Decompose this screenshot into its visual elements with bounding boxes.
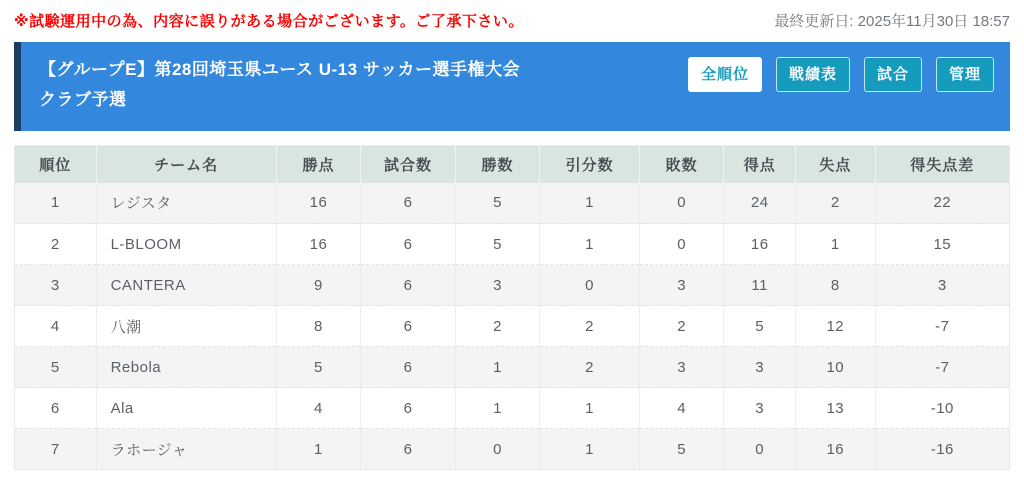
- tournament-title-line2: クラブ予選: [39, 90, 127, 109]
- cell-points: 16: [276, 183, 361, 224]
- table-row: [15, 224, 1010, 265]
- cell-draws: 2: [540, 306, 640, 347]
- cell-wins: 0: [455, 429, 540, 470]
- column-header-played: 試合数: [361, 146, 456, 183]
- cell-losses: 5: [639, 429, 724, 470]
- cell-goal_diff: 3: [875, 265, 1009, 306]
- column-header-team: チーム名: [96, 146, 276, 183]
- top-bar: [0, 0, 1024, 40]
- table-row: [15, 183, 1010, 224]
- column-header-wins: 勝数: [455, 146, 540, 183]
- cell-losses: 3: [639, 347, 724, 388]
- cell-played: 6: [361, 183, 456, 224]
- cell-draws: 1: [540, 183, 640, 224]
- cell-wins: 2: [455, 306, 540, 347]
- cell-played: 6: [361, 347, 456, 388]
- table-row: [15, 388, 1010, 429]
- cell-losses: 0: [639, 183, 724, 224]
- cell-goals_for: 11: [724, 265, 796, 306]
- column-header-points: 勝点: [276, 146, 361, 183]
- cell-wins: 5: [455, 183, 540, 224]
- cell-goal_diff: -10: [875, 388, 1009, 429]
- cell-losses: 4: [639, 388, 724, 429]
- cell-team: CANTERA: [96, 265, 276, 306]
- cell-points: 5: [276, 347, 361, 388]
- cell-draws: 1: [540, 224, 640, 265]
- cell-team: 八潮: [96, 306, 276, 347]
- table-row: [15, 265, 1010, 306]
- cell-wins: 1: [455, 388, 540, 429]
- table-header-row: [15, 146, 1010, 183]
- cell-goals_against: 16: [796, 429, 876, 470]
- cell-points: 8: [276, 306, 361, 347]
- cell-goal_diff: -7: [875, 347, 1009, 388]
- cell-goals_against: 13: [796, 388, 876, 429]
- cell-team: レジスタ: [96, 183, 276, 224]
- column-header-goals_for: 得点: [724, 146, 796, 183]
- nav-button-matches[interactable]: 試合: [864, 57, 922, 92]
- cell-goal_diff: -7: [875, 306, 1009, 347]
- cell-team: ラホージャ: [96, 429, 276, 470]
- cell-points: 16: [276, 224, 361, 265]
- nav-button-results-grid[interactable]: 戦績表: [776, 57, 850, 92]
- nav-button-all-rankings[interactable]: 全順位: [688, 57, 762, 92]
- cell-played: 6: [361, 388, 456, 429]
- column-header-draws: 引分数: [540, 146, 640, 183]
- cell-wins: 1: [455, 347, 540, 388]
- cell-goals_for: 16: [724, 224, 796, 265]
- column-header-rank: 順位: [15, 146, 97, 183]
- cell-goals_against: 8: [796, 265, 876, 306]
- cell-rank: 2: [15, 224, 97, 265]
- cell-losses: 2: [639, 306, 724, 347]
- cell-goal_diff: 15: [875, 224, 1009, 265]
- cell-goals_for: 0: [724, 429, 796, 470]
- header-nav: [688, 55, 994, 92]
- cell-wins: 3: [455, 265, 540, 306]
- cell-goal_diff: 22: [875, 183, 1009, 224]
- column-header-goal_diff: 得失点差: [875, 146, 1009, 183]
- cell-goals_for: 24: [724, 183, 796, 224]
- cell-goals_against: 2: [796, 183, 876, 224]
- column-header-goals_against: 失点: [796, 146, 876, 183]
- cell-team: Rebola: [96, 347, 276, 388]
- cell-goals_against: 1: [796, 224, 876, 265]
- cell-draws: 1: [540, 388, 640, 429]
- cell-rank: 6: [15, 388, 97, 429]
- cell-goals_against: 12: [796, 306, 876, 347]
- cell-played: 6: [361, 265, 456, 306]
- nav-button-admin[interactable]: 管理: [936, 57, 994, 92]
- cell-goals_for: 3: [724, 388, 796, 429]
- cell-played: 6: [361, 306, 456, 347]
- cell-goals_against: 10: [796, 347, 876, 388]
- column-header-losses: 敗数: [639, 146, 724, 183]
- cell-team: Ala: [96, 388, 276, 429]
- standings-table: [14, 145, 1010, 470]
- cell-rank: 4: [15, 306, 97, 347]
- table-row: [15, 429, 1010, 470]
- cell-goals_for: 3: [724, 347, 796, 388]
- cell-rank: 3: [15, 265, 97, 306]
- tournament-title-line1: 【グループE】第28回埼玉県ユース U-13 サッカー選手権大会: [39, 60, 520, 79]
- table-row: [15, 306, 1010, 347]
- cell-losses: 0: [639, 224, 724, 265]
- cell-rank: 1: [15, 183, 97, 224]
- cell-draws: 1: [540, 429, 640, 470]
- cell-points: 9: [276, 265, 361, 306]
- cell-losses: 3: [639, 265, 724, 306]
- cell-rank: 5: [15, 347, 97, 388]
- cell-points: 4: [276, 388, 361, 429]
- trial-notice: ※試験運用中の為、内容に誤りがある場合がございます。ご了承下さい。: [14, 12, 524, 30]
- cell-goal_diff: -16: [875, 429, 1009, 470]
- cell-draws: 0: [540, 265, 640, 306]
- tournament-title: [39, 55, 520, 115]
- tournament-header: [14, 42, 1010, 131]
- cell-played: 6: [361, 429, 456, 470]
- cell-goals_for: 5: [724, 306, 796, 347]
- cell-rank: 7: [15, 429, 97, 470]
- last-updated: 最終更新日: 2025年11月30日 18:57: [774, 12, 1010, 30]
- cell-team: L-BLOOM: [96, 224, 276, 265]
- cell-played: 6: [361, 224, 456, 265]
- table-row: [15, 347, 1010, 388]
- cell-wins: 5: [455, 224, 540, 265]
- cell-draws: 2: [540, 347, 640, 388]
- cell-points: 1: [276, 429, 361, 470]
